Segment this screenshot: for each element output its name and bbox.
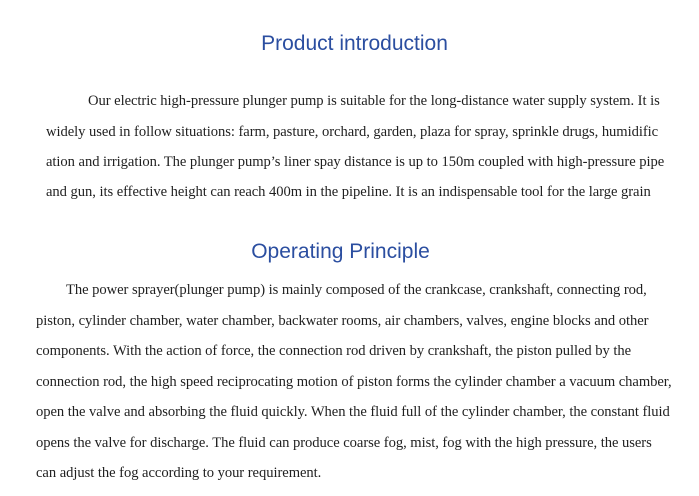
paragraph-line: connection rod, the high speed reciprocating motion of piston forms the cylinder chamber a vacuum chamber, xyxy=(36,374,672,390)
paragraph-line: piston, cylinder chamber, water chamber, backwater rooms, air chambers, valves, engine blocks and other xyxy=(36,313,649,329)
paragraph-line: can adjust the fog according to your requirement. xyxy=(36,465,322,481)
operating-principle-heading: Operating Principle xyxy=(251,240,430,263)
paragraph-line: Our electric high-pressure plunger pump is suitable for the long-distance water supply system. It is xyxy=(88,93,660,109)
paragraph-line: components. With the action of force, the connection rod driven by crankshaft, the piston pulled by the xyxy=(36,343,632,359)
product-introduction-heading: Product introduction xyxy=(261,32,448,55)
paragraph-line: open the valve and absorbing the fluid quickly. When the fluid full of the cylinder chamber, the constant fluid xyxy=(36,404,670,420)
paragraph-line: ation and irrigation. The plunger pump’s liner spay distance is up to 150m coupled with high-pressure pipe xyxy=(46,154,665,170)
paragraph-line: The power sprayer(plunger pump) is mainly composed of the crankcase, crankshaft, connecting rod, xyxy=(66,282,647,298)
paragraph-line: widely used in follow situations: farm, pasture, orchard, garden, plaza for spray, sprinkle drugs, humidific xyxy=(46,124,659,140)
paragraph-line: and gun, its effective height can reach 400m in the pipeline. It is an indispensable tool for the large grain xyxy=(46,184,651,200)
paragraph-line: opens the valve for discharge. The fluid can produce coarse fog, mist, fog with the high pressure, the users xyxy=(36,435,652,451)
